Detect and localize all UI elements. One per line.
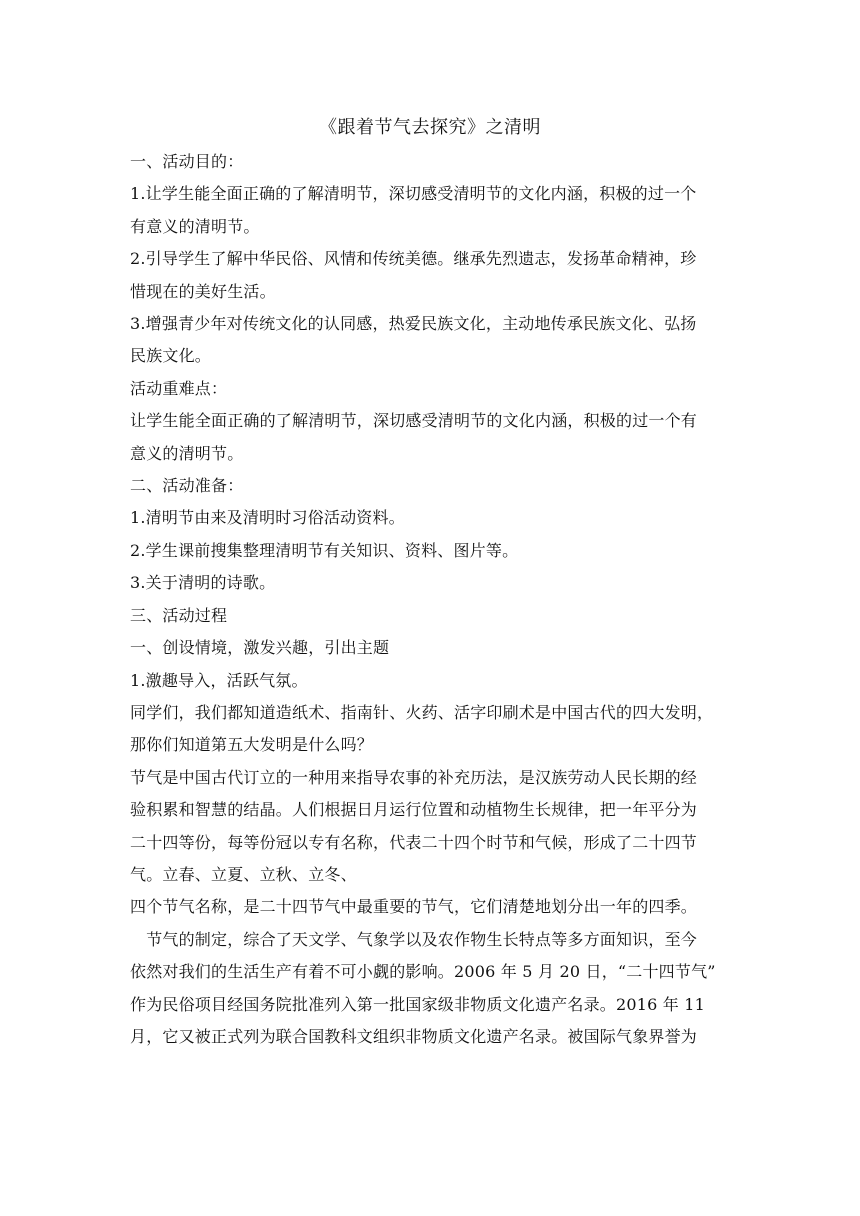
text-line: 作为民俗项目经国务院批准列入第一批国家级非物质文化遗产名录。2016 年 11 bbox=[130, 994, 706, 1014]
text-line: 节气是中国古代订立的一种用来指导农事的补充历法，是汉族劳动人民长期的经 bbox=[130, 767, 698, 787]
text-line: 四个节气名称，是二十四节气中最重要的节气，它们清楚地划分出一年的四季。 bbox=[130, 897, 698, 917]
text-line: 节气的制定，综合了天文学、气象学以及农作物生长特点等多方面知识，至今 bbox=[130, 929, 698, 949]
text-line: 2.学生课前搜集整理清明节有关知识、资料、图片等。 bbox=[130, 540, 519, 560]
text-line: 一、创设情境，激发兴趣，引出主题 bbox=[130, 638, 390, 658]
text-line: 2.引导学生了解中华民俗、风情和传统美德。继承先烈遗志，发扬革命精神，珍 bbox=[130, 249, 697, 269]
text-line: 意义的清明节。 bbox=[130, 443, 244, 463]
text-line: 同学们，我们都知道造纸术、指南针、火药、活字印刷术是中国古代的四大发明， bbox=[130, 702, 714, 722]
text-line: 活动重难点： bbox=[130, 378, 228, 398]
text-line: 依然对我们的生活生产有着不可小觑的影响。2006 年 5 月 20 日，“二十四节气” bbox=[130, 962, 716, 982]
text-line: 三、活动过程 bbox=[130, 605, 228, 625]
text-line: 1.让学生能全面正确的了解清明节，深切感受清明节的文化内涵，积极的过一个 bbox=[130, 184, 697, 204]
text-line: 1.清明节由来及清明时习俗活动资料。 bbox=[130, 508, 405, 528]
text-line: 让学生能全面正确的了解清明节，深切感受清明节的文化内涵，积极的过一个有 bbox=[130, 411, 698, 431]
text-line: 3.关于清明的诗歌。 bbox=[130, 573, 276, 593]
text-line: 气。立春、立夏、立秋、立冬、 bbox=[130, 864, 357, 884]
text-line: 二、活动准备： bbox=[130, 476, 244, 496]
document-body bbox=[130, 112, 730, 1053]
text-line: 1.激趣导入，活跃气氛。 bbox=[130, 670, 308, 690]
text-line: 3.增强青少年对传统文化的认同感，热爱民族文化，主动地传承民族文化、弘扬 bbox=[130, 314, 697, 334]
text-line: 验积累和智慧的结晶。人们根据日月运行位置和动植物生长规律，把一年平分为 bbox=[130, 800, 698, 820]
document-title: 《跟着节气去探究》之清明 bbox=[319, 117, 541, 138]
text-line: 月，它又被正式列为联合国教科文组织非物质文化遗产名录。被国际气象界誉为 bbox=[130, 1026, 698, 1046]
text-line: 二十四等份，每等份冠以专有名称，代表二十四个时节和气候，形成了二十四节 bbox=[130, 832, 698, 852]
text-line: 一、活动目的： bbox=[130, 152, 244, 171]
text-line: 那你们知道第五大发明是什么吗？ bbox=[130, 735, 374, 755]
text-line: 惜现在的美好生活。 bbox=[130, 281, 276, 301]
text-line: 有意义的清明节。 bbox=[130, 216, 260, 236]
text-line: 民族文化。 bbox=[130, 346, 212, 366]
